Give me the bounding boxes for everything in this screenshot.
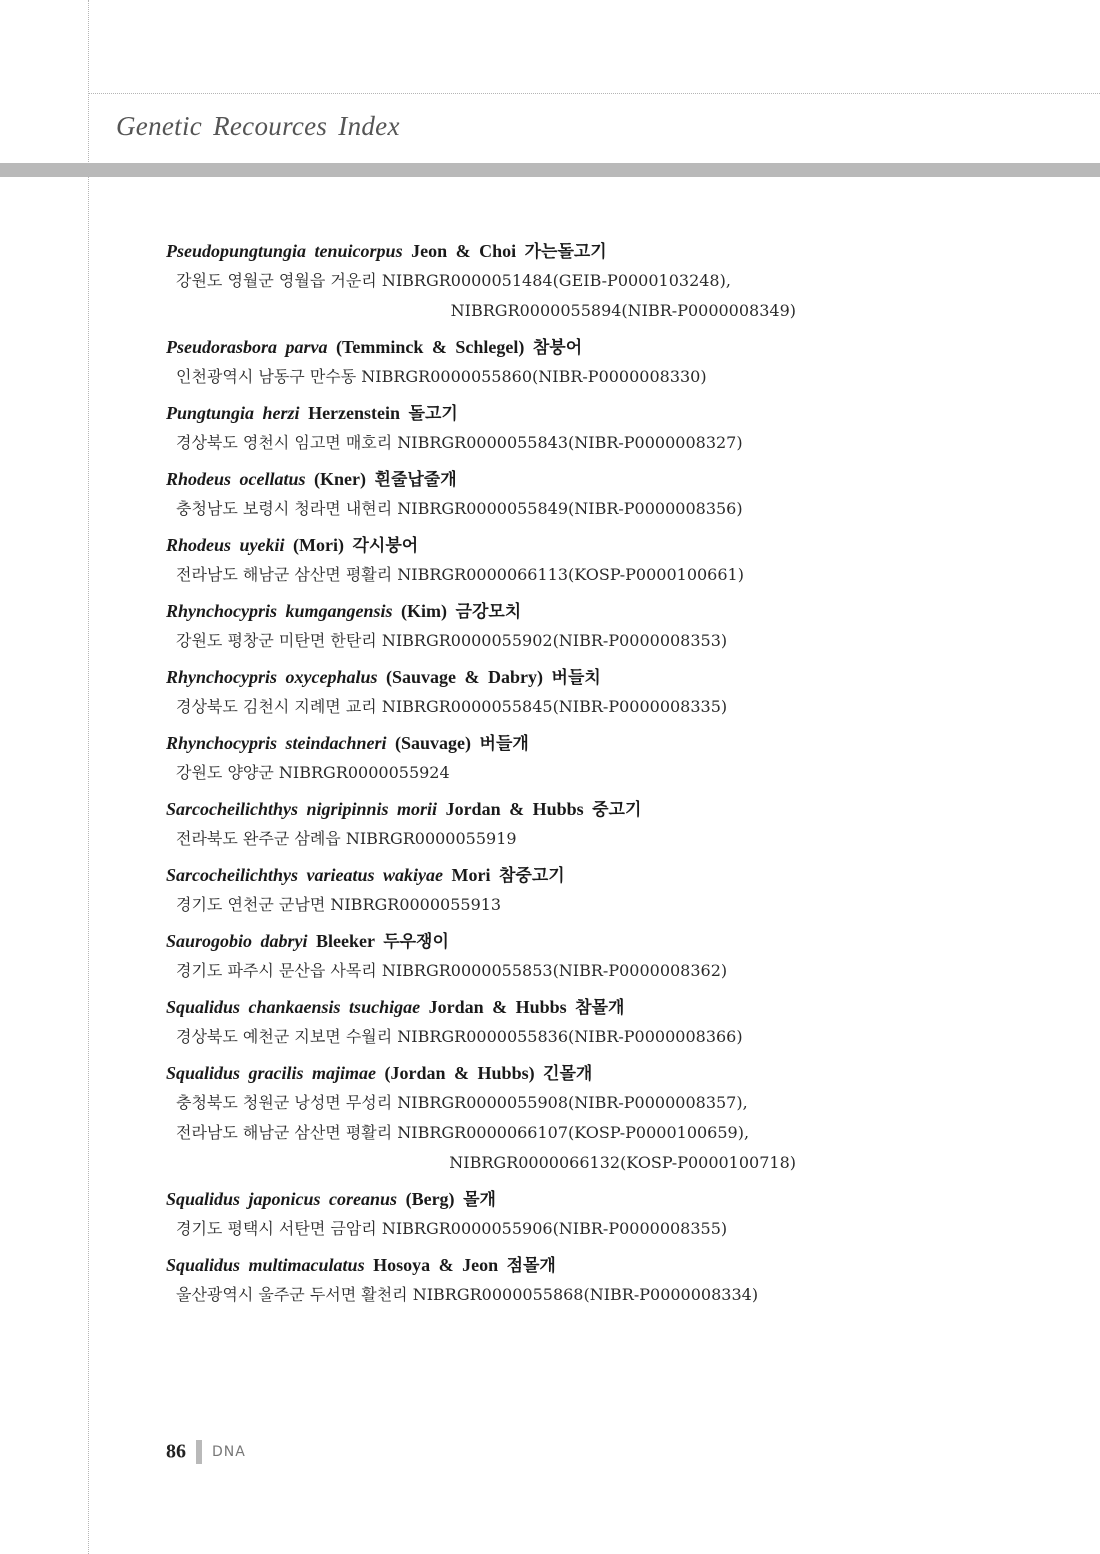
species-heading — [166, 728, 1066, 758]
species-authority: Jordan & Hubbs — [428, 997, 567, 1017]
species-authority: (Jordan & Hubbs) — [384, 1063, 535, 1083]
scientific-name: Rhynchocypris oxycephalus — [166, 667, 378, 687]
korean-common-name: 참중고기 — [498, 866, 565, 886]
page-number: 86 — [166, 1440, 186, 1463]
header-gray-band — [0, 163, 1100, 177]
species-heading — [166, 398, 1066, 428]
species-heading — [166, 1184, 1066, 1214]
species-heading — [166, 662, 1066, 692]
species-entry — [166, 332, 1066, 392]
footer-section-label: DNA — [212, 1444, 246, 1460]
species-entry — [166, 860, 1066, 920]
species-authority: (Berg) — [405, 1189, 455, 1209]
korean-common-name: 점몰개 — [506, 1256, 556, 1276]
specimen-locality-line: 인천광역시 남동구 만수동 NIBRGR0000055860(NIBR-P0000008330) — [176, 367, 707, 386]
specimen-locality-line: 전라북도 완주군 삼례읍 NIBRGR0000055919 — [176, 829, 517, 848]
scientific-name: Pungtungia herzi — [166, 403, 300, 423]
species-entry — [166, 1250, 1066, 1310]
korean-common-name: 중고기 — [592, 800, 642, 820]
species-entry — [166, 530, 1066, 590]
species-entry — [166, 596, 1066, 656]
scientific-name: Squalidus gracilis majimae — [166, 1063, 377, 1083]
specimen-locality-line: 울산광역시 울주군 두서면 활천리 NIBRGR0000055868(NIBR-P0000008334) — [176, 1285, 759, 1304]
species-heading — [166, 236, 1066, 266]
species-heading — [166, 464, 1066, 494]
species-entry — [166, 398, 1066, 458]
species-heading — [166, 530, 1066, 560]
specimen-locality-line: NIBRGR0000066132(KOSP-P0000100718) — [449, 1153, 796, 1172]
specimen-locality-line: 충청북도 청원군 낭성면 무성리 NIBRGR0000055908(NIBR-P0000008357), — [176, 1093, 748, 1112]
species-entry — [166, 1184, 1066, 1244]
scientific-name: Rhodeus uyekii — [166, 535, 285, 555]
scientific-name: Sarcocheilichthys varieatus wakiyae — [166, 865, 443, 885]
specimen-locality-line: 강원도 영월군 영월읍 거운리 NIBRGR0000051484(GEIB-P0000103248), — [176, 271, 731, 290]
species-heading — [166, 1058, 1066, 1088]
specimen-locality-line: 경기도 파주시 문산읍 사목리 NIBRGR0000055853(NIBR-P0000008362) — [176, 961, 728, 980]
species-heading — [166, 596, 1066, 626]
species-authority: Herzenstein — [308, 403, 401, 423]
species-authority: Jeon & Choi — [411, 241, 517, 261]
species-authority: (Sauvage) — [395, 733, 472, 753]
species-entry — [166, 728, 1066, 788]
species-authority: Bleeker — [316, 931, 375, 951]
specimen-locality-line: 강원도 양양군 NIBRGR0000055924 — [176, 763, 450, 782]
korean-common-name: 몰개 — [463, 1190, 496, 1210]
species-authority: (Kim) — [401, 601, 448, 621]
specimen-locality-line: 경상북도 예천군 지보면 수월리 NIBRGR0000055836(NIBR-P0000008366) — [176, 1027, 743, 1046]
species-authority: (Mori) — [293, 535, 344, 555]
species-authority: Mori — [451, 865, 491, 885]
scientific-name: Rhynchocypris steindachneri — [166, 733, 387, 753]
species-heading — [166, 332, 1066, 362]
korean-common-name: 가는돌고기 — [524, 242, 607, 262]
header-dotted-rule — [88, 93, 1100, 94]
footer-separator-bar — [196, 1440, 202, 1464]
specimen-locality-line: 경상북도 김천시 지례면 교리 NIBRGR0000055845(NIBR-P0000008335) — [176, 697, 728, 716]
specimen-locality-line: 경상북도 영천시 임고면 매호리 NIBRGR0000055843(NIBR-P0000008327) — [176, 433, 743, 452]
korean-common-name: 금강모치 — [455, 602, 522, 622]
scientific-name: Pseudopungtungia tenuicorpus — [166, 241, 403, 261]
page-footer — [166, 1440, 246, 1466]
korean-common-name: 버들개 — [479, 734, 529, 754]
scientific-name: Rhynchocypris kumgangensis — [166, 601, 393, 621]
running-header-title: Genetic Recources Index — [116, 111, 400, 141]
species-entry — [166, 1058, 1066, 1178]
specimen-locality-line: 충청남도 보령시 청라면 내현리 NIBRGR0000055849(NIBR-P0000008356) — [176, 499, 743, 518]
species-entry — [166, 236, 1066, 326]
species-heading — [166, 1250, 1066, 1280]
scientific-name: Sarcocheilichthys nigripinnis morii — [166, 799, 438, 819]
korean-common-name: 돌고기 — [408, 404, 458, 424]
korean-common-name: 참몰개 — [575, 998, 625, 1018]
species-heading — [166, 926, 1066, 956]
korean-common-name: 긴몰개 — [543, 1064, 593, 1084]
specimen-locality-line: 강원도 평창군 미탄면 한탄리 NIBRGR0000055902(NIBR-P0000008353) — [176, 631, 728, 650]
species-entry — [166, 926, 1066, 986]
specimen-locality-line: 전라남도 해남군 삼산면 평활리 NIBRGR0000066107(KOSP-P0000100659), — [176, 1123, 750, 1142]
specimen-locality-line: 전라남도 해남군 삼산면 평활리 NIBRGR0000066113(KOSP-P0000100661) — [176, 565, 744, 584]
korean-common-name: 참붕어 — [532, 338, 583, 358]
species-heading — [166, 992, 1066, 1022]
specimen-locality-line: NIBRGR0000055894(NIBR-P0000008349) — [450, 301, 796, 320]
species-heading — [166, 860, 1066, 890]
scientific-name: Rhodeus ocellatus — [166, 469, 306, 489]
species-entry — [166, 992, 1066, 1052]
species-entry — [166, 464, 1066, 524]
species-entry — [166, 794, 1066, 854]
scientific-name: Squalidus chankaensis tsuchigae — [166, 997, 421, 1017]
species-heading — [166, 794, 1066, 824]
specimen-locality-line: 경기도 평택시 서탄면 금암리 NIBRGR0000055906(NIBR-P0000008355) — [176, 1219, 728, 1238]
korean-common-name: 버들치 — [551, 668, 601, 688]
species-authority: (Temminck & Schlegel) — [336, 337, 525, 357]
specimen-locality-line: 경기도 연천군 군남면 NIBRGR0000055913 — [176, 895, 502, 914]
korean-common-name: 흰줄납줄개 — [374, 470, 457, 490]
species-authority: Hosoya & Jeon — [373, 1255, 499, 1275]
scientific-name: Squalidus japonicus coreanus — [166, 1189, 398, 1209]
species-authority: Jordan & Hubbs — [445, 799, 584, 819]
korean-common-name: 각시붕어 — [352, 536, 419, 556]
species-authority: (Kner) — [314, 469, 367, 489]
species-authority: (Sauvage & Dabry) — [386, 667, 544, 687]
species-entry — [166, 662, 1066, 722]
scientific-name: Pseudorasbora parva — [166, 337, 328, 357]
korean-common-name: 두우쟁이 — [383, 932, 449, 952]
scientific-name: Saurogobio dabryi — [166, 931, 308, 951]
species-index-list — [166, 236, 1066, 1316]
scientific-name: Squalidus multimaculatus — [166, 1255, 365, 1275]
margin-dotted-vertical-line — [88, 0, 89, 1554]
